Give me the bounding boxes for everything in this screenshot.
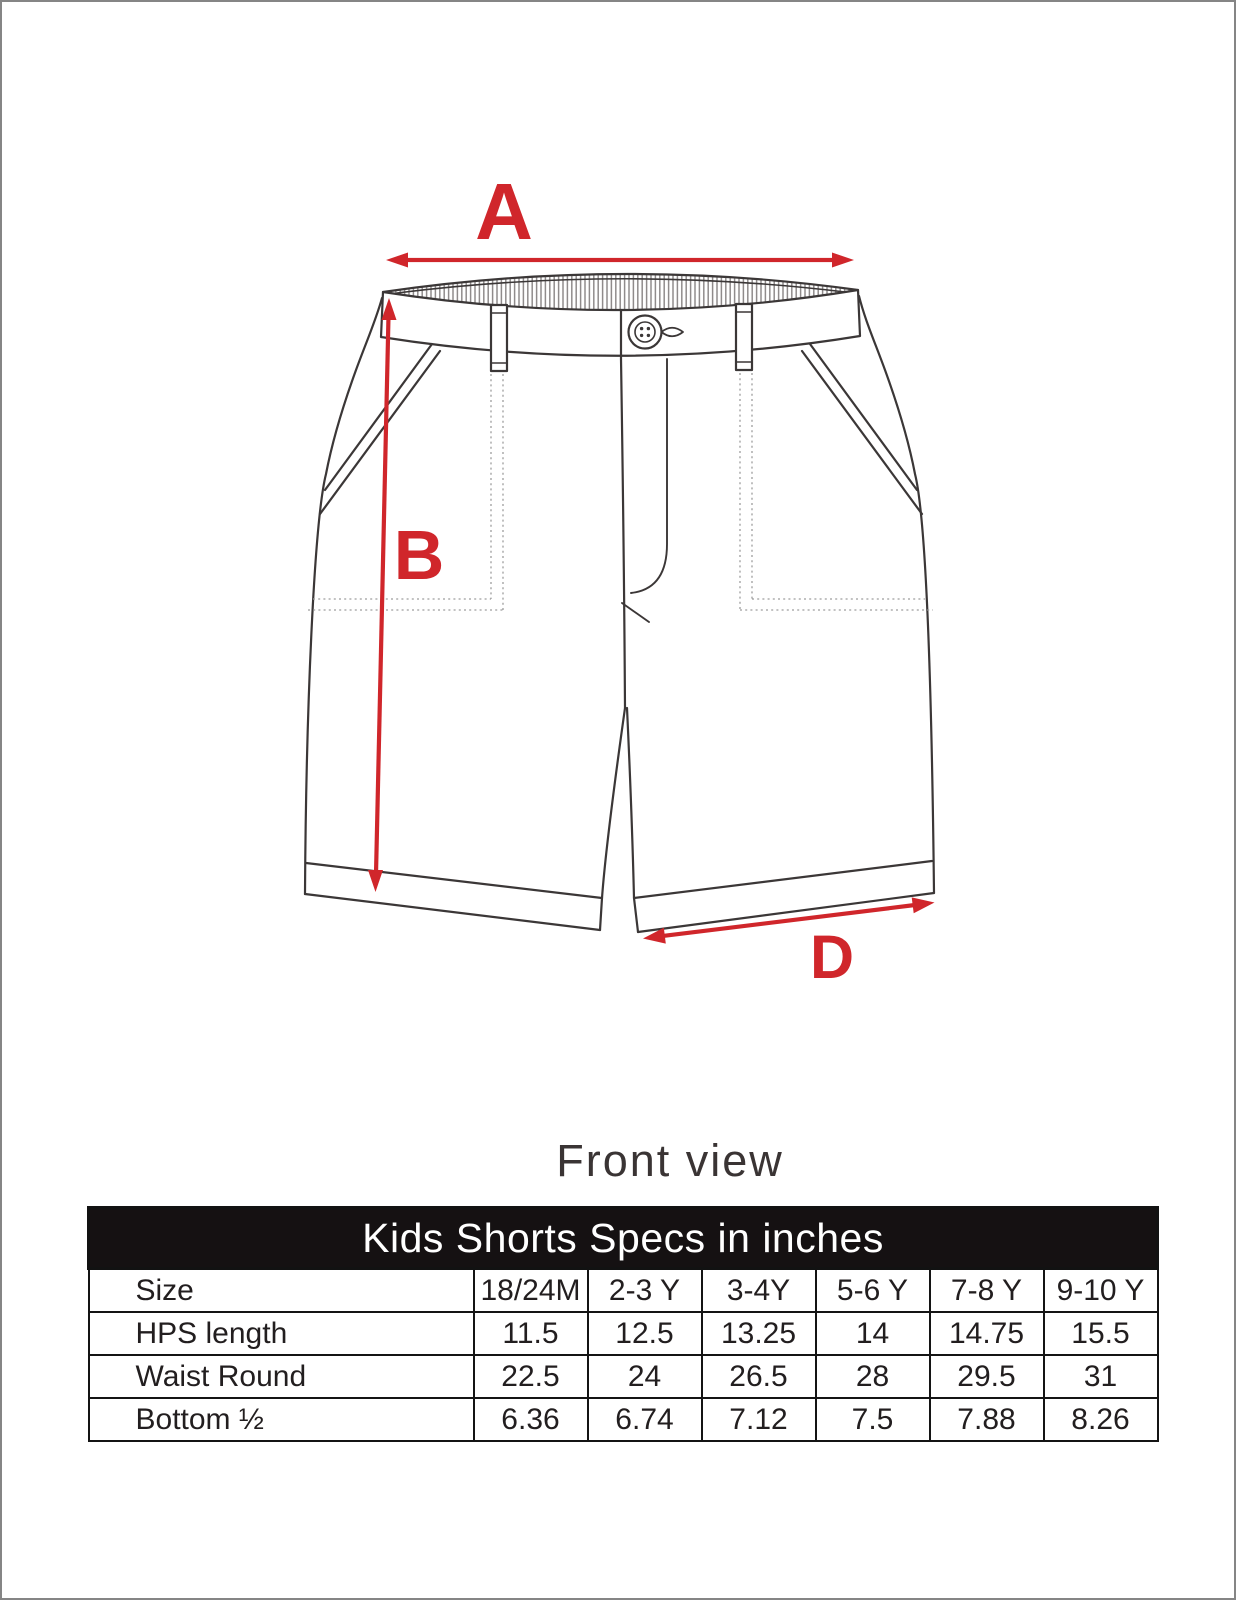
spec-row-size [89, 1269, 1158, 1313]
dim-label-a: A [475, 167, 533, 256]
spec-cell: 6.74 [588, 1398, 702, 1441]
row-label-size: Size [89, 1269, 474, 1313]
size-col-header: 5-6 Y [816, 1269, 930, 1313]
spec-cell: 29.5 [930, 1355, 1044, 1398]
dim-arrow-b-length [368, 298, 397, 892]
side-seam-left [305, 298, 382, 894]
size-col-header: 9-10 Y [1044, 1269, 1158, 1313]
dim-arrow-d-bottom-width [643, 897, 935, 943]
size-col-header: 7-8 Y [930, 1269, 1044, 1313]
spec-row-bottom-half [89, 1398, 1158, 1441]
shorts-front-view-drawing [2, 2, 1236, 1102]
side-seam-right [859, 296, 934, 893]
spec-cell: 31 [1044, 1355, 1158, 1398]
row-label-waist-round: Waist Round [89, 1355, 474, 1398]
hem-left [305, 863, 602, 930]
spec-cell: 12.5 [588, 1312, 702, 1355]
inseam-left [600, 708, 625, 930]
size-col-header: 2-3 Y [588, 1269, 702, 1313]
pocket-opening-left [320, 344, 440, 514]
spec-cell: 28 [816, 1355, 930, 1398]
dim-label-b: B [393, 516, 445, 594]
spec-cell: 14 [816, 1312, 930, 1355]
size-col-header: 3-4Y [702, 1269, 816, 1313]
spec-cell: 15.5 [1044, 1312, 1158, 1355]
shorts-outline [305, 274, 934, 932]
spec-cell: 26.5 [702, 1355, 816, 1398]
dim-arrow-a-waist-width [386, 253, 854, 268]
spec-cell: 7.5 [816, 1398, 930, 1441]
spec-cell: 24 [588, 1355, 702, 1398]
size-col-header: 18/24M [474, 1269, 588, 1313]
spec-cell: 7.88 [930, 1398, 1044, 1441]
size-spec-table [87, 1206, 1159, 1442]
fly-detail [621, 310, 667, 708]
spec-cell: 14.75 [930, 1312, 1044, 1355]
waist-opening [383, 274, 858, 310]
dim-label-d: D [809, 923, 855, 991]
spec-cell: 13.25 [702, 1312, 816, 1355]
belt-loop-left [491, 305, 507, 371]
spec-cell: 6.36 [474, 1398, 588, 1441]
spec-table-title-row [89, 1208, 1158, 1269]
spec-table-title: Kids Shorts Specs in inches [89, 1208, 1158, 1269]
pocket-bag-stitch-right [740, 373, 933, 610]
spec-row-hps-length [89, 1312, 1158, 1355]
spec-cell: 7.12 [702, 1398, 816, 1441]
spec-cell: 8.26 [1044, 1398, 1158, 1441]
button-detail [629, 316, 684, 349]
spec-cell: 22.5 [474, 1355, 588, 1398]
spec-row-waist-round [89, 1355, 1158, 1398]
spec-cell: 11.5 [474, 1312, 588, 1355]
row-label-hps-length: HPS length [89, 1312, 474, 1355]
belt-loop-right [736, 304, 752, 370]
front-view-caption: Front view [556, 1135, 784, 1186]
row-label-bottom-half: Bottom ½ [89, 1398, 474, 1441]
